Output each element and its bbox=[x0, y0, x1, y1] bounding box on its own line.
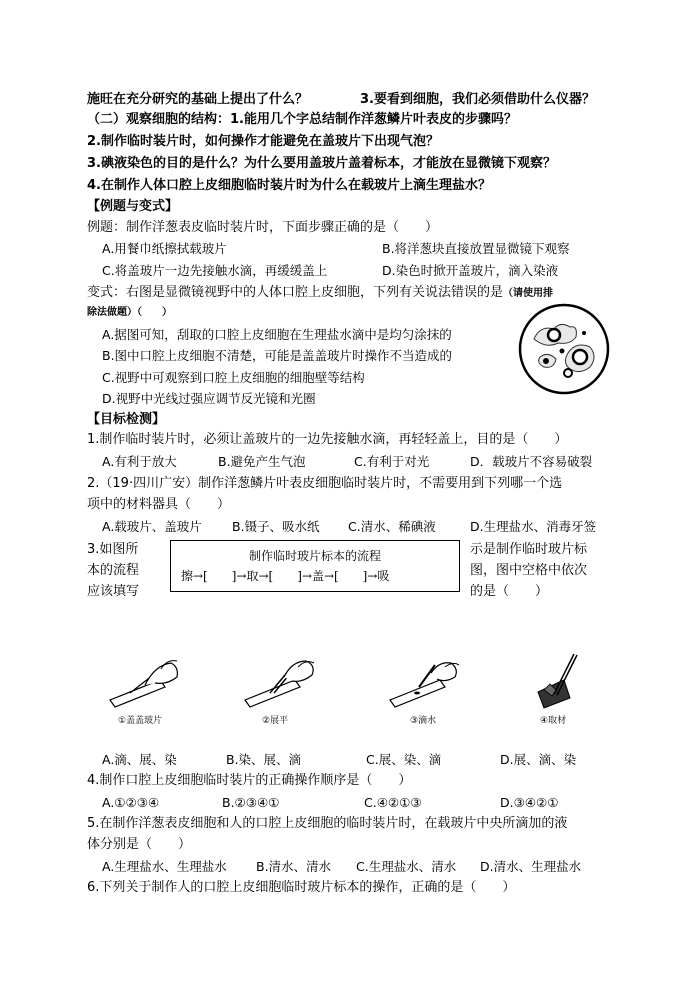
q3-right-2: 图，图中空格中依次 bbox=[470, 563, 588, 578]
q4: 4.制作口腔上皮细胞临时装片的正确操作顺序是（ ） bbox=[87, 773, 412, 788]
q-avoid-bubbles: 2.制作临时装片时，如何操作才能避免在盖玻片下出现气泡？ bbox=[87, 134, 439, 149]
q3-right-1: 示是制作临时玻片标 bbox=[470, 542, 588, 557]
q2-option-c: C.清水、稀碘液 bbox=[348, 519, 436, 534]
example-option-d: D.染色时掀开盖玻片，滴入染液 bbox=[382, 263, 559, 278]
q2-line2: 项中的材料器具（ ） bbox=[87, 497, 231, 512]
microscope-view-image bbox=[518, 303, 610, 395]
q-schwann: 施旺在充分研究的基础上提出了什么？ bbox=[87, 92, 309, 107]
q3-right-3: 的是（ ） bbox=[470, 584, 549, 599]
variant-option-d: D.视野中光线过强应调节反光镜和光圈 bbox=[102, 391, 316, 406]
variant-hint: （请使用排 bbox=[503, 288, 554, 299]
variant-question-text: 变式：右图是显微镜视野中的人体口腔上皮细胞，下列有关说法错误的是 bbox=[87, 285, 504, 300]
step-4-caption: ④取材 bbox=[540, 716, 567, 726]
example-question: 例题：制作洋葱表皮临时装片时，下面步骤正确的是（ ） bbox=[87, 220, 439, 235]
example-option-a: A.用餐巾纸擦拭载玻片 bbox=[102, 241, 227, 256]
q3-left-1: 3.如图所 bbox=[87, 542, 139, 557]
q4-option-b: B.②③④① bbox=[222, 795, 280, 810]
q3-option-d: D.展、滴、染 bbox=[500, 752, 577, 767]
step-1-caption: ①盖盖玻片 bbox=[118, 716, 163, 726]
step-2-caption: ②展平 bbox=[262, 716, 289, 726]
section-observe-structure: （二）观察细胞的结构：1.能用几个字总结制作洋葱鳞片叶表皮的步骤吗？ bbox=[87, 112, 517, 127]
flow-title: 制作临时玻片标本的流程 bbox=[248, 549, 381, 563]
q2-line1: 2.（19·四川广安）制作洋葱鳞片叶表皮细胞临时装片时，不需要用到下列哪一个选 bbox=[87, 476, 563, 491]
q1-option-d: D．载玻片不容易破裂 bbox=[470, 454, 593, 469]
take-material-illustration bbox=[530, 650, 590, 710]
q-iodine-purpose: 3.碘液染色的目的是什么？为什么要用盖玻片盖着标本，才能放在显微镜下观察？ bbox=[87, 156, 556, 171]
q3-option-c: C.展、染、滴 bbox=[366, 752, 442, 767]
flow-chart-box bbox=[170, 540, 460, 592]
q5-line1: 5.在制作洋葱表皮细胞和人的口腔上皮细胞的临时装片时，在载玻片中央所滴加的液 bbox=[87, 816, 568, 831]
q1-option-b: B.避免产生气泡 bbox=[218, 454, 306, 469]
q3-option-b: B.染、展、滴 bbox=[226, 752, 302, 767]
variant-hint-cont: 除法做题）（ ） bbox=[87, 307, 172, 318]
q2-option-a: A.载玻片、盖玻片 bbox=[102, 519, 202, 534]
q5-option-b: B.清水、清水 bbox=[256, 859, 332, 874]
variant-option-c: C.视野中可观察到口腔上皮细胞的细胞壁等结构 bbox=[102, 370, 365, 385]
example-option-b: B.将洋葱块直接放置显微镜下观察 bbox=[382, 241, 570, 256]
flow-steps: 擦→[ ]→取→[ ]→盖→[ ]→吸 bbox=[181, 569, 390, 583]
cover-slip-illustration bbox=[105, 655, 185, 710]
q3-left-3: 应该填写 bbox=[87, 584, 140, 599]
q2-option-b: B.镊子、吸水纸 bbox=[232, 519, 320, 534]
variant-option-b: B.图中口腔上皮细胞不清楚，可能是盖盖玻片时操作不当造成的 bbox=[102, 348, 453, 363]
q5-option-d: D.清水、生理盐水 bbox=[480, 859, 582, 874]
q3-option-a: A.滴、展、染 bbox=[102, 752, 177, 767]
q1-option-c: C.有利于对光 bbox=[354, 454, 430, 469]
q5-line2: 体分别是（ ） bbox=[87, 837, 192, 852]
target-header: 【目标检测】 bbox=[87, 412, 166, 427]
example-option-c: C.将盖玻片一边先接触水滴，再缓缓盖上 bbox=[102, 263, 328, 278]
example-header: 【例题与变式】 bbox=[87, 199, 179, 214]
drip-water-illustration bbox=[385, 655, 465, 710]
step-3-caption: ③滴水 bbox=[410, 716, 437, 726]
q-instrument: 3.要看到细胞，我们必须借助什么仪器？ bbox=[360, 92, 595, 107]
q5-option-c: C.生理盐水、清水 bbox=[356, 859, 457, 874]
q2-option-d: D.生理盐水、消毒牙签 bbox=[470, 519, 597, 534]
q4-option-a: A.①②③④ bbox=[102, 795, 160, 810]
q5-option-a: A.生理盐水、生理盐水 bbox=[102, 859, 227, 874]
variant-option-a: A.据图可知，刮取的口腔上皮细胞在生理盐水滴中是均匀涂抹的 bbox=[102, 327, 452, 342]
q6: 6.下列关于制作人的口腔上皮细胞临时玻片标本的操作，正确的是（ ） bbox=[87, 880, 516, 895]
q1-option-a: A.有利于放大 bbox=[102, 454, 177, 469]
variant-question bbox=[87, 284, 553, 302]
spread-illustration bbox=[240, 655, 320, 710]
q3-left-2: 本的流程 bbox=[87, 563, 140, 578]
q4-option-d: D.③④②① bbox=[500, 795, 559, 810]
q-saline-purpose: 4.在制作人体口腔上皮细胞临时装片时为什么在载玻片上滴生理盐水？ bbox=[87, 178, 491, 193]
q1: 1.制作临时装片时，必须让盖玻片的一边先接触水滴，再轻轻盖上，目的是（ ） bbox=[87, 432, 568, 447]
q4-option-c: C.④②①③ bbox=[364, 795, 422, 810]
